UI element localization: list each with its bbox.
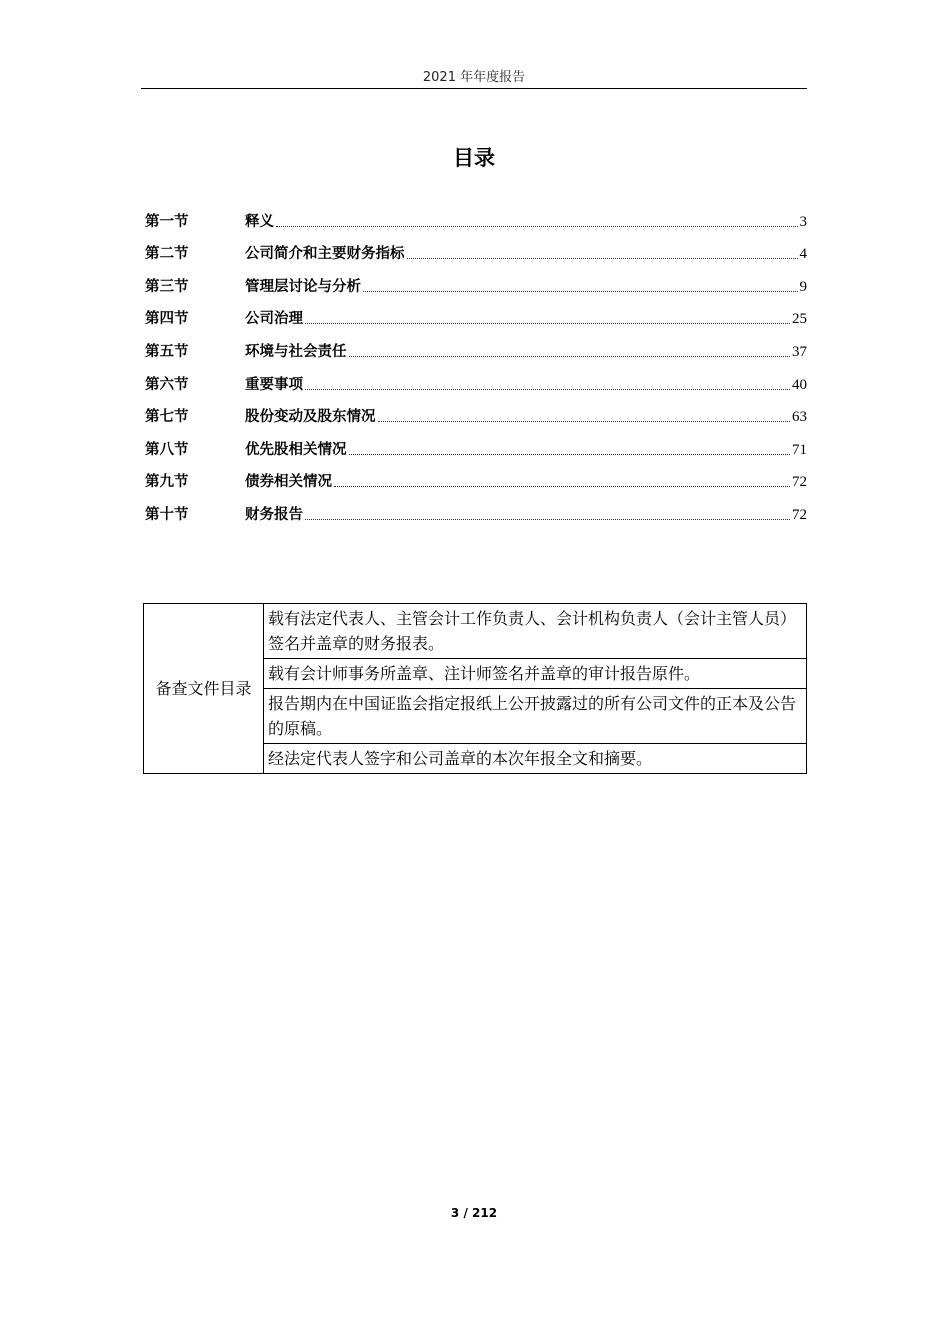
toc-section-number: 第十节 xyxy=(145,506,189,523)
toc-section-title: 公司简介和主要财务指标 xyxy=(245,246,405,263)
reference-documents-table xyxy=(143,603,807,774)
toc-page-number: 4 xyxy=(799,246,807,263)
toc-section-number: 第九节 xyxy=(145,474,189,491)
toc-entry-4[interactable] xyxy=(145,296,807,329)
dot-leader xyxy=(363,291,798,292)
toc-page-number: 9 xyxy=(799,278,807,295)
running-header: 2021 年年度报告 xyxy=(422,70,526,85)
toc-page-number: 72 xyxy=(792,506,807,523)
toc-section-number: 第二节 xyxy=(145,246,189,263)
reference-document-item: 载有法定代表人、主管会计工作负责人、会计机构负责人（会计主管人员）签名并盖章的财务报表。 xyxy=(264,604,807,659)
dot-leader xyxy=(276,226,798,227)
toc-section-number: 第七节 xyxy=(145,409,189,426)
toc-section-title: 财务报告 xyxy=(245,506,303,523)
dot-leader xyxy=(334,486,790,487)
toc-section-title: 优先股相关情况 xyxy=(245,441,347,458)
toc-section-number: 第六节 xyxy=(145,376,189,393)
toc-entry-3[interactable] xyxy=(145,263,807,296)
toc-section-number: 第八节 xyxy=(145,441,189,458)
toc-section-title: 管理层讨论与分析 xyxy=(245,278,361,295)
toc-entry-5[interactable] xyxy=(145,328,807,361)
dot-leader xyxy=(349,356,791,357)
toc-entry-2[interactable] xyxy=(145,231,807,264)
toc-entry-7[interactable] xyxy=(145,394,807,427)
table-row xyxy=(144,604,807,659)
toc-page-number: 37 xyxy=(792,343,807,360)
page-number-footer: 3 / 212 xyxy=(450,1206,498,1220)
toc-section-title: 环境与社会责任 xyxy=(245,343,347,360)
dot-leader xyxy=(407,258,798,259)
toc-section-title: 重要事项 xyxy=(245,376,303,393)
toc-page-number: 71 xyxy=(792,441,807,458)
table-of-contents xyxy=(145,198,807,524)
toc-entry-1[interactable] xyxy=(145,198,807,231)
toc-section-title: 债券相关情况 xyxy=(245,474,332,491)
page-title: 目录 xyxy=(453,146,495,170)
toc-section-number: 第四节 xyxy=(145,311,189,328)
toc-section-number: 第一节 xyxy=(145,213,189,230)
reference-documents-label: 备查文件目录 xyxy=(144,604,264,774)
reference-document-item: 报告期内在中国证监会指定报纸上公开披露过的所有公司文件的正本及公告的原稿。 xyxy=(264,689,807,744)
toc-entry-9[interactable] xyxy=(145,459,807,492)
dot-leader xyxy=(378,421,791,422)
header-rule xyxy=(141,88,807,89)
toc-page-number: 72 xyxy=(792,474,807,491)
toc-section-title: 公司治理 xyxy=(245,311,303,328)
dot-leader xyxy=(349,454,791,455)
dot-leader xyxy=(305,323,790,324)
toc-section-number: 第三节 xyxy=(145,278,189,295)
toc-entry-6[interactable] xyxy=(145,361,807,394)
toc-entry-10[interactable] xyxy=(145,491,807,524)
toc-section-number: 第五节 xyxy=(145,343,189,360)
reference-document-item: 经法定代表人签字和公司盖章的本次年报全文和摘要。 xyxy=(264,744,807,774)
toc-page-number: 40 xyxy=(792,376,807,393)
toc-page-number: 3 xyxy=(799,213,807,230)
toc-entry-8[interactable] xyxy=(145,426,807,459)
toc-section-title: 股份变动及股东情况 xyxy=(245,409,376,426)
toc-page-number: 63 xyxy=(792,409,807,426)
dot-leader xyxy=(305,389,790,390)
toc-page-number: 25 xyxy=(792,311,807,328)
toc-section-title: 释义 xyxy=(245,213,274,230)
dot-leader xyxy=(305,519,790,520)
reference-document-item: 载有会计师事务所盖章、注计师签名并盖章的审计报告原件。 xyxy=(264,659,807,689)
